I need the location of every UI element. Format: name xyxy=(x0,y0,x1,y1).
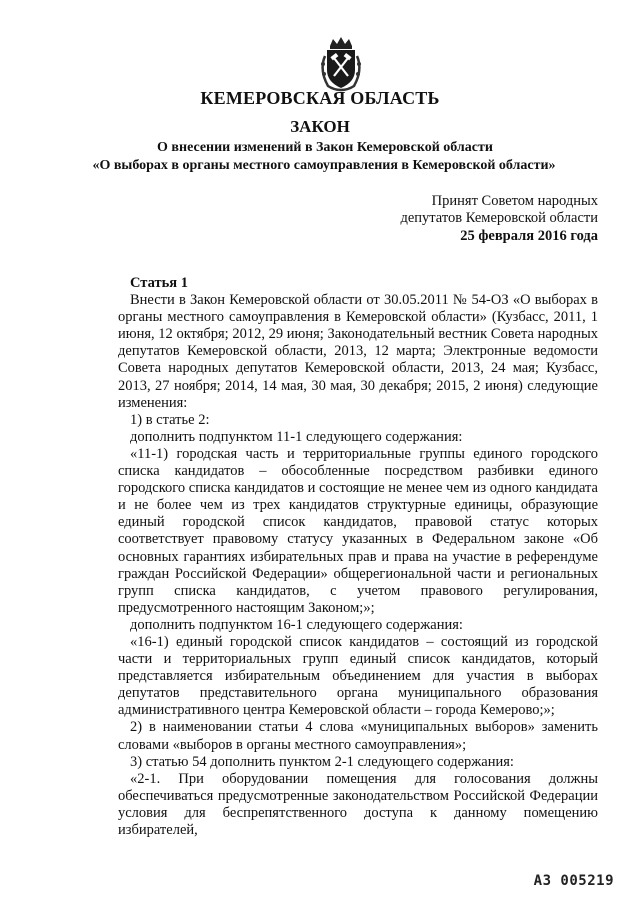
law-title: ЗАКОН xyxy=(290,117,350,136)
article-paragraph: 3) статью 54 дополнить пунктом 2-1 следующего содержания: xyxy=(130,753,514,770)
article-paragraph: 1) в статье 2: xyxy=(130,411,210,428)
adoption-date: 25 февраля 2016 года xyxy=(460,228,598,244)
article-paragraph: «11-1) городская часть и территориальные группы единого городского списка кандидатов – обособленные посредством разбивки единого городского списка кандидатов и состоящие не менее чем из одного кандидата и не более чем из трех кандидатов структурные единицы, образующие единый городской список кандидатов, правовой статус которых соответствует правовому статусу указанных в Федеральном законе «Об основных гарантиях избирательных прав и права на участие в референдуме граждан Российской Федерации» общерегиональной части и региональных групп списка кандидатов, с учетом правового регулирования, предусмотренного настоящим Законом;»; xyxy=(118,445,598,616)
article-paragraph: 2) в наименовании статьи 4 слова «муниципальных выборов» заменить словами «выборов в органы местного самоуправления»; xyxy=(118,719,598,753)
article-paragraph: дополнить подпунктом 11-1 следующего содержания: xyxy=(130,428,463,445)
serial-stamp: АЗ 005219 xyxy=(533,873,614,889)
article-paragraph: Внести в Закон Кемеровской области от 30.05.2011 № 54-ОЗ «О выборах в органы местного самоуправления в Кемеровской области» (Кузбасс, 2011, 1 июня, 12 октября; 2012, 29 июня; Законодательный вестник Совета народных депутатов Кемеровской области, 2013, 12 марта; Электронные ведомости Совета народных депутатов Кемеровской области, 2013, 24 мая; Кузбасс, 2013, 27 ноября; 2014, 14 мая, 30 мая, 30 декабря; 2015, 2 июня) следующие изменения: xyxy=(118,292,598,411)
law-subtitle-line1: О внесении изменений в Закон Кемеровской области xyxy=(157,140,493,155)
article-body xyxy=(118,275,598,839)
article-paragraph: дополнить подпунктом 16-1 следующего содержания: xyxy=(130,616,463,633)
coat-of-arms-icon xyxy=(318,36,364,92)
adoption-line1: Принят Советом народных xyxy=(431,193,598,209)
adoption-line2: депутатов Кемеровской области xyxy=(400,210,598,226)
article-paragraph: «16-1) единый городской список кандидатов – состоящий из городской части и территориальных групп единый список кандидатов, который представляется избирательным объединением для участия в выборах депутатов представительного органа муниципального образования административного центра Кемеровской области – города Кемерово;»; xyxy=(118,633,598,719)
article-paragraph: «2-1. При оборудовании помещения для голосования должны обеспечиваться предусмотренные законодательством Российской Федерации условия для беспрепятственного доступа к данному помещению избирателей, xyxy=(118,770,598,838)
law-subtitle-line2: «О выборах в органы местного самоуправления в Кемеровской области» xyxy=(92,158,556,173)
region-name: КЕМЕРОВСКАЯ ОБЛАСТЬ xyxy=(200,88,440,108)
article-heading: Статья 1 xyxy=(130,275,188,291)
